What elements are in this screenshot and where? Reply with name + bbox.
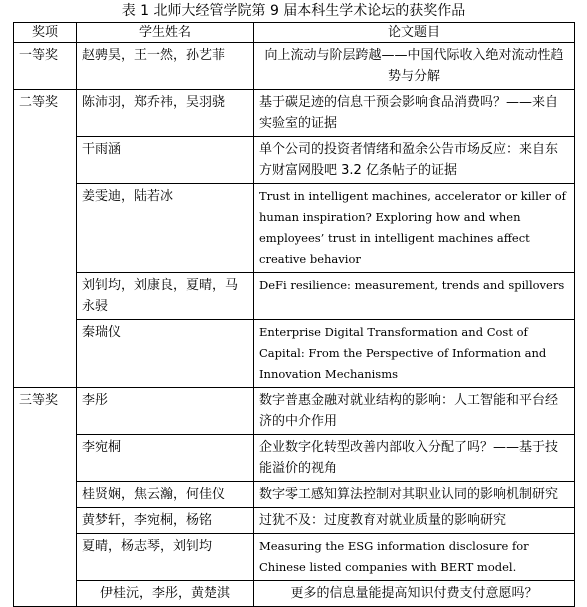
header-students: 学生姓名 [77,23,254,43]
award-cell: 三等奖 [14,388,77,607]
header-paper: 论文题目 [254,23,575,43]
award-cell: 二等奖 [14,90,77,388]
header-award: 奖项 [14,23,77,43]
paper-title-cell: Trust in intelligent machines, accelerator or killer of human inspiration? Exploring how and when employees’ trust in intelligent machines affect creative behavior [254,184,575,273]
paper-title-cell: 企业数字化转型改善内部收入分配了吗？——基于技能溢价的视角 [254,435,575,482]
paper-title-cell: 数字零工感知算法控制对其职业认同的影响机制研究 [254,482,575,508]
table-row [14,137,575,184]
students-cell: 姜雯迪，陆若冰 [77,184,254,273]
table-row [14,320,575,388]
students-cell: 李彤 [77,388,254,435]
students-cell: 赵骋昊，王一然，孙艺菲 [77,43,254,90]
awards-table [13,22,575,607]
students-cell: 李宛桐 [77,435,254,482]
paper-title-cell: Enterprise Digital Transformation and Cost of Capital: From the Perspective of Information and Innovation Mechanisms [254,320,575,388]
students-cell: 桂贤娴，焦云瀚，何佳仪 [77,482,254,508]
table-row [14,581,575,607]
students-cell: 夏晴，杨志琴，刘钊均 [77,534,254,581]
table-row [14,534,575,581]
students-cell: 陈沛羽，郑乔祎，吴羽骁 [77,90,254,137]
table-row [14,482,575,508]
students-cell: 干雨涵 [77,137,254,184]
table-row [14,508,575,534]
table-row [14,273,575,320]
paper-title-cell: 过犹不及：过度教育对就业质量的影响研究 [254,508,575,534]
students-cell: 秦瑞仪 [77,320,254,388]
award-cell: 一等奖 [14,43,77,90]
paper-title-cell: 单个公司的投资者情绪和盈余公告市场反应：来自东方财富网股吧 3.2 亿条帖子的证据 [254,137,575,184]
table-caption: 表 1 北师大经管学院第 9 届本科生学术论坛的获奖作品 [121,3,466,19]
table-row [14,435,575,482]
table-row [14,90,575,137]
paper-title-cell: 数字普惠金融对就业结构的影响：人工智能和平台经济的中介作用 [254,388,575,435]
students-cell: 伊桂沅，李彤，黄楚淇 [77,581,254,607]
table-row [14,43,575,90]
paper-title-cell: Measuring the ESG information disclosure for Chinese listed companies with BERT model. [254,534,575,581]
paper-title-cell: DeFi resilience: measurement, trends and spillovers [254,273,575,320]
paper-title-cell: 基于碳足迹的信息干预会影响食品消费吗？——来自实验室的证据 [254,90,575,137]
table-row [14,184,575,273]
paper-title-cell: 向上流动与阶层跨越——中国代际收入绝对流动性趋势与分解 [254,43,575,90]
students-cell: 黄梦轩，李宛桐，杨铭 [77,508,254,534]
paper-title-cell: 更多的信息量能提高知识付费支付意愿吗？ [254,581,575,607]
students-cell: 刘钊均，刘康良，夏晴，马永骎 [77,273,254,320]
table-row [14,388,575,435]
table-header-row [14,23,575,43]
